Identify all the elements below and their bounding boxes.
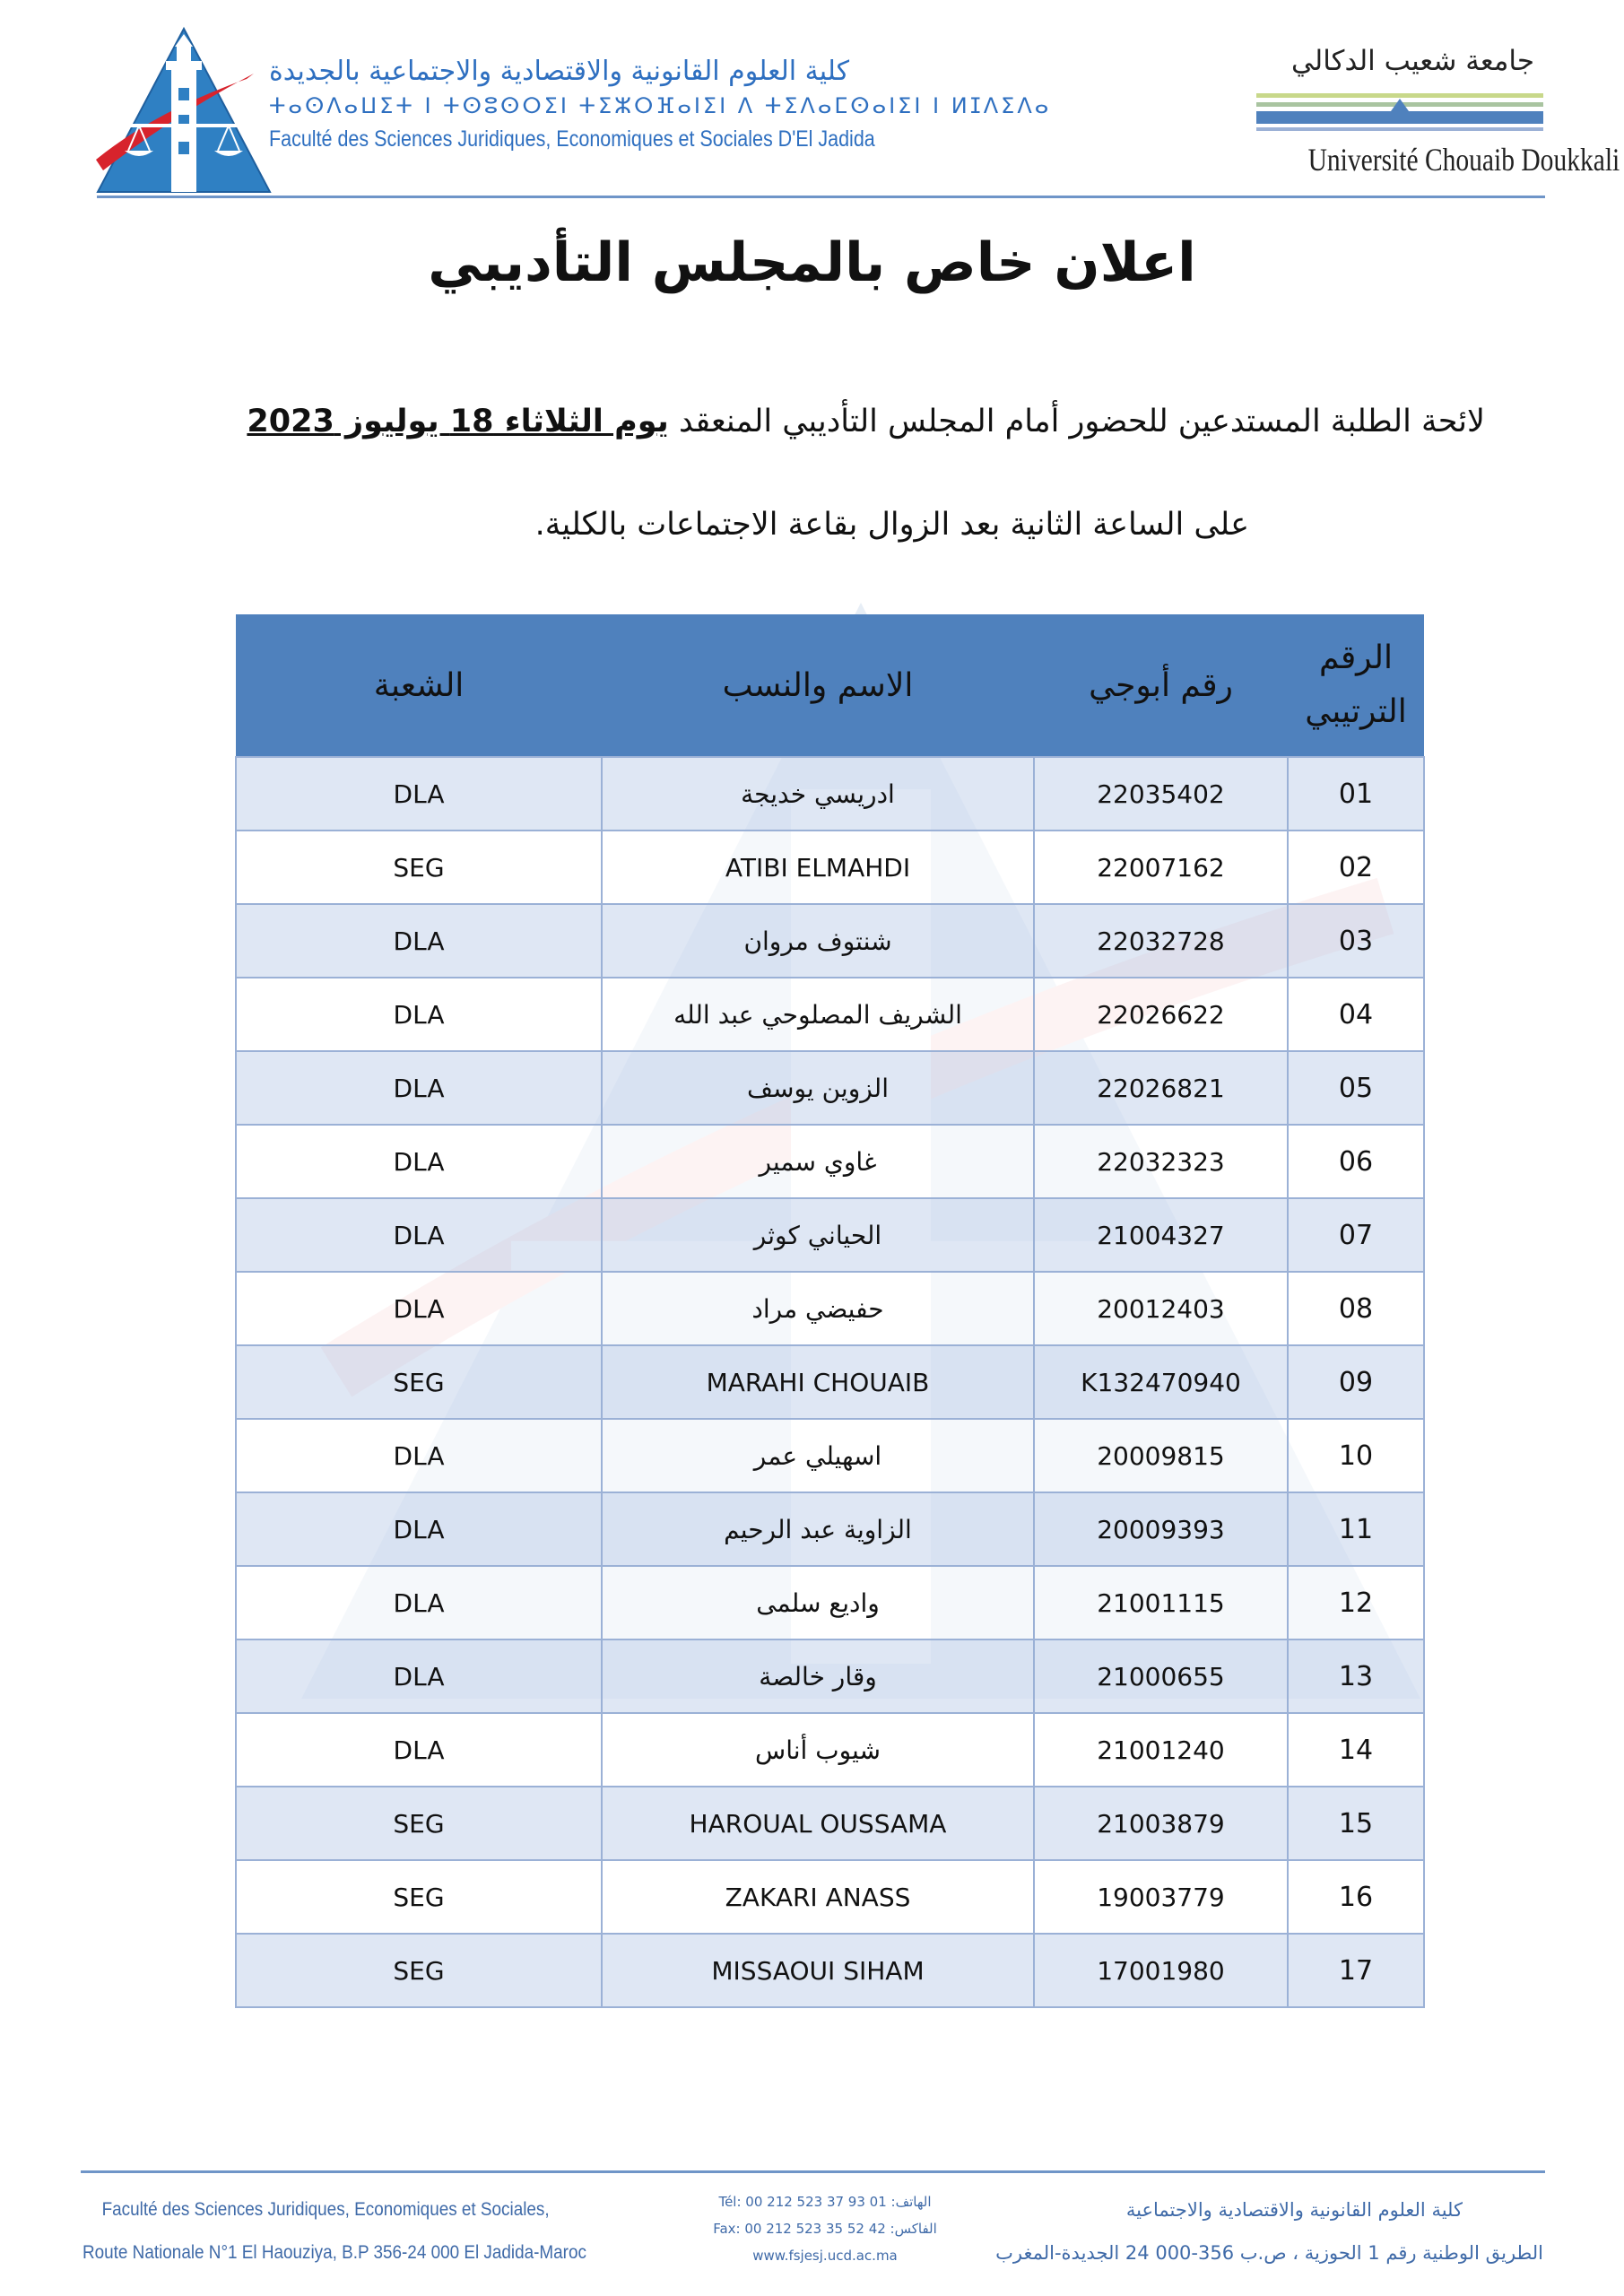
cell-seq: 04 bbox=[1288, 978, 1424, 1051]
footer-tel: Tél: 00 212 523 37 93 01 :الهاتف bbox=[718, 2194, 932, 2210]
footer-divider bbox=[81, 2170, 1545, 2173]
cell-seq: 01 bbox=[1288, 757, 1424, 831]
table-row bbox=[236, 1272, 1424, 1345]
cell-apogee: 21003879 bbox=[1034, 1787, 1288, 1860]
cell-branch: DLA bbox=[236, 1051, 602, 1125]
table-row bbox=[236, 1198, 1424, 1272]
cell-branch: DLA bbox=[236, 1492, 602, 1566]
university-emblem-icon bbox=[1256, 90, 1543, 138]
intro-line-2: على الساعة الثانية بعد الزوال بقاعة الاجتماعات بالكلية. bbox=[534, 507, 1249, 543]
cell-seq: 12 bbox=[1288, 1566, 1424, 1639]
cell-seq: 08 bbox=[1288, 1272, 1424, 1345]
table-row bbox=[236, 1787, 1424, 1860]
header-apogee: رقم أبوجي bbox=[1034, 614, 1288, 757]
cell-name: شنتوف مروان bbox=[602, 904, 1034, 978]
cell-name: ادريسي خديجة bbox=[602, 757, 1034, 831]
cell-apogee: 22032728 bbox=[1034, 904, 1288, 978]
cell-name: واديع سلمى bbox=[602, 1566, 1034, 1639]
cell-seq: 11 bbox=[1288, 1492, 1424, 1566]
intro-text: لائحة الطلبة المستدعين للحضور أمام المجلس التأديبي المنعقد bbox=[678, 404, 1485, 439]
cell-seq: 10 bbox=[1288, 1419, 1424, 1492]
cell-seq: 13 bbox=[1288, 1639, 1424, 1713]
table-row bbox=[236, 904, 1424, 978]
table-row bbox=[236, 831, 1424, 904]
cell-branch: SEG bbox=[236, 1787, 602, 1860]
table-row bbox=[236, 1051, 1424, 1125]
cell-name: غاوي سمير bbox=[602, 1125, 1034, 1198]
cell-branch: DLA bbox=[236, 1198, 602, 1272]
intro-line-1 bbox=[140, 395, 1485, 448]
cell-apogee: 22026821 bbox=[1034, 1051, 1288, 1125]
cell-apogee: 17001980 bbox=[1034, 1934, 1288, 2007]
cell-name: شيوب أناس bbox=[602, 1713, 1034, 1787]
faculty-names bbox=[269, 56, 1052, 154]
table-row bbox=[236, 1419, 1424, 1492]
cell-seq: 02 bbox=[1288, 831, 1424, 904]
students-table bbox=[235, 614, 1423, 2008]
page-title: اعلان خاص بالمجلس التأديبي bbox=[428, 231, 1196, 294]
cell-branch: DLA bbox=[236, 1713, 602, 1787]
cell-apogee: 21001240 bbox=[1034, 1713, 1288, 1787]
cell-name: الزاوية عبد الرحيم bbox=[602, 1492, 1034, 1566]
table-row bbox=[236, 978, 1424, 1051]
table-row bbox=[236, 757, 1424, 831]
table-row bbox=[236, 1345, 1424, 1419]
table-row bbox=[236, 1492, 1424, 1566]
cell-name: MISSAOUI SIHAM bbox=[602, 1934, 1034, 2007]
cell-seq: 15 bbox=[1288, 1787, 1424, 1860]
cell-seq: 07 bbox=[1288, 1198, 1424, 1272]
faculty-name-tifinagh: ⵜⴰⵙⴷⴰⵡⵉⵜ ⵏ ⵜⵙⵓⵙⵔⵉⵏ ⵜⵉⵣⵔⴼⴰⵏⵉⵏ ⴷ ⵜⵉⴷⴰⵎⵙⴰⵏⵉⵏ ⵏ ⵍⵊⴷⵉⴷⴰ bbox=[269, 93, 1052, 118]
footer-ar-line2: الطريق الوطنية رقم 1 الحوزية ، ص.ب 356-000 24 الجديدة-المغرب bbox=[995, 2242, 1543, 2264]
cell-name: الزوين يوسف bbox=[602, 1051, 1034, 1125]
cell-name: HAROUAL OUSSAMA bbox=[602, 1787, 1034, 1860]
table-row bbox=[236, 1639, 1424, 1713]
cell-seq: 09 bbox=[1288, 1345, 1424, 1419]
faculty-name-arabic: كلية العلوم القانونية والاقتصادية والاجتماعية بالجديدة bbox=[269, 56, 849, 87]
table-row bbox=[236, 1566, 1424, 1639]
footer-ar-line1: كلية العلوم القانونية والاقتصادية والاجتماعية bbox=[1125, 2199, 1463, 2221]
faculty-name-french: Faculté des Sciences Juridiques, Economiques et Sociales D'El Jadida bbox=[269, 126, 875, 152]
cell-apogee: 22035402 bbox=[1034, 757, 1288, 831]
cell-name: حفيضي مراد bbox=[602, 1272, 1034, 1345]
header-divider bbox=[97, 196, 1545, 198]
header-name: الاسم والنسب bbox=[602, 614, 1034, 757]
cell-apogee: 21000655 bbox=[1034, 1639, 1288, 1713]
cell-name: MARAHI CHOUAIB bbox=[602, 1345, 1034, 1419]
cell-name: الحياني كوثر bbox=[602, 1198, 1034, 1272]
table-row bbox=[236, 1934, 1424, 2007]
university-name-arabic: جامعة شعيب الدكالي bbox=[1290, 45, 1534, 77]
header-seq-line2: الترتيبي bbox=[1305, 693, 1407, 730]
session-date: يوم الثلاثاء 18 يوليوز 2023 bbox=[247, 404, 669, 439]
cell-name: ATIBI ELMAHDI bbox=[602, 831, 1034, 904]
footer-fr-line2: Route Nationale N°1 El Haouziya, B.P 356-24 000 El Jadida-Maroc bbox=[83, 2242, 586, 2263]
cell-apogee: 22032323 bbox=[1034, 1125, 1288, 1198]
cell-apogee: K132470940 bbox=[1034, 1345, 1288, 1419]
cell-branch: SEG bbox=[236, 1860, 602, 1934]
cell-seq: 06 bbox=[1288, 1125, 1424, 1198]
footer-website[interactable]: www.fsjesj.ucd.ac.ma bbox=[752, 2248, 898, 2264]
footer-address-arabic bbox=[995, 2188, 1543, 2274]
cell-apogee: 20009815 bbox=[1034, 1419, 1288, 1492]
footer-address-french bbox=[83, 2188, 586, 2274]
table-body bbox=[236, 757, 1424, 2007]
cell-branch: SEG bbox=[236, 1345, 602, 1419]
cell-apogee: 21001115 bbox=[1034, 1566, 1288, 1639]
cell-branch: SEG bbox=[236, 1934, 602, 2007]
university-logo bbox=[1256, 43, 1620, 178]
cell-branch: DLA bbox=[236, 1566, 602, 1639]
footer-fax: Fax: 00 212 523 35 52 42 :الفاكس bbox=[713, 2221, 937, 2237]
cell-name: ZAKARI ANASS bbox=[602, 1860, 1034, 1934]
cell-apogee: 19003779 bbox=[1034, 1860, 1288, 1934]
cell-apogee: 20009393 bbox=[1034, 1492, 1288, 1566]
footer-fr-line1: Faculté des Sciences Juridiques, Economiques et Sociales, bbox=[101, 2199, 550, 2220]
university-name-french: Université Chouaib Doukkali bbox=[1307, 142, 1620, 178]
footer-contact bbox=[708, 2188, 942, 2269]
cell-branch: DLA bbox=[236, 1272, 602, 1345]
faculty-logo bbox=[94, 25, 274, 194]
cell-name: وقار خالصة bbox=[602, 1639, 1034, 1713]
cell-branch: SEG bbox=[236, 831, 602, 904]
table-header-row bbox=[236, 614, 1424, 757]
cell-branch: DLA bbox=[236, 978, 602, 1051]
cell-branch: DLA bbox=[236, 1125, 602, 1198]
header-branch: الشعبة bbox=[236, 614, 602, 757]
cell-branch: DLA bbox=[236, 757, 602, 831]
cell-branch: DLA bbox=[236, 1639, 602, 1713]
cell-apogee: 22007162 bbox=[1034, 831, 1288, 904]
cell-branch: DLA bbox=[236, 904, 602, 978]
cell-seq: 17 bbox=[1288, 1934, 1424, 2007]
cell-apogee: 22026622 bbox=[1034, 978, 1288, 1051]
table-row bbox=[236, 1125, 1424, 1198]
cell-name: الشريف المصلوحي عبد الله bbox=[602, 978, 1034, 1051]
cell-apogee: 20012403 bbox=[1034, 1272, 1288, 1345]
cell-seq: 05 bbox=[1288, 1051, 1424, 1125]
cell-branch: DLA bbox=[236, 1419, 602, 1492]
cell-seq: 14 bbox=[1288, 1713, 1424, 1787]
header-seq-line1: الرقم bbox=[1318, 639, 1393, 676]
table-row bbox=[236, 1713, 1424, 1787]
cell-apogee: 21004327 bbox=[1034, 1198, 1288, 1272]
cell-name: اسهيلي عمر bbox=[602, 1419, 1034, 1492]
header-seq bbox=[1288, 614, 1424, 757]
cell-seq: 03 bbox=[1288, 904, 1424, 978]
cell-seq: 16 bbox=[1288, 1860, 1424, 1934]
table-row bbox=[236, 1860, 1424, 1934]
